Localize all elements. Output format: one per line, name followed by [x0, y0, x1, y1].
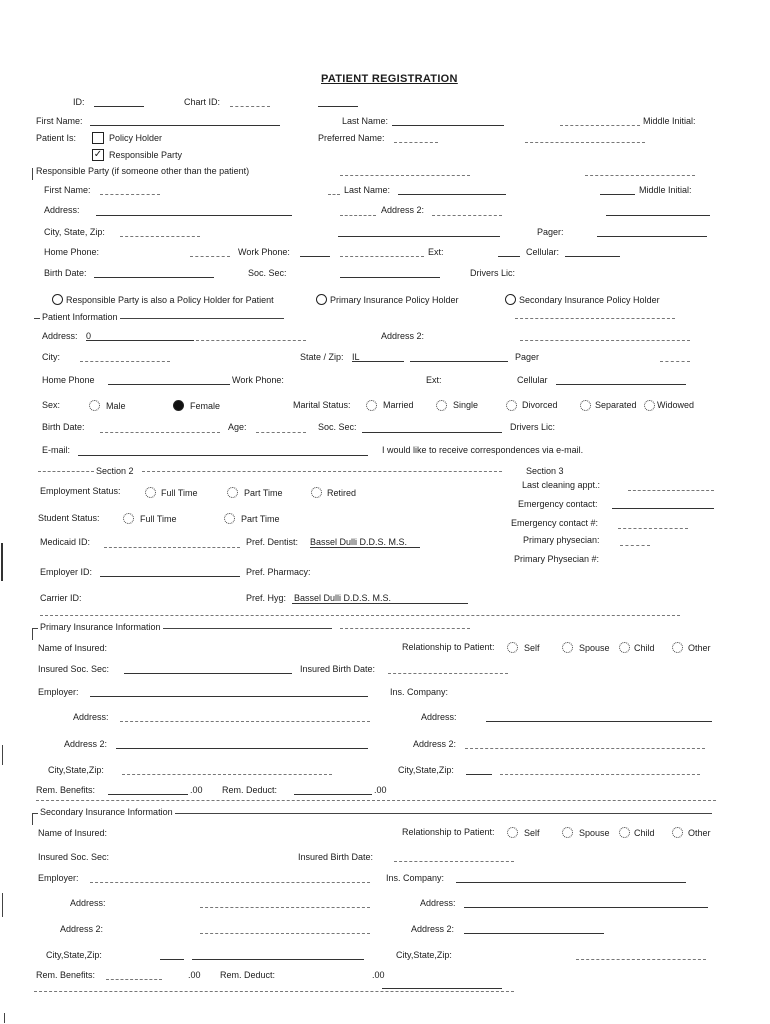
rp-ext-label: Ext:	[428, 247, 444, 257]
s-child-label: Child	[634, 828, 655, 838]
s-child-radio[interactable]	[619, 827, 630, 838]
s-ins-city-state-zip-field[interactable]	[576, 959, 706, 960]
preferred-name-label: Preferred Name:	[318, 133, 385, 143]
first-name-label: First Name:	[36, 116, 83, 126]
pi-email-label: E-mail:	[42, 445, 71, 455]
s-bottom-field[interactable]	[382, 988, 502, 989]
pi-city-label: City:	[42, 352, 60, 362]
opt-policy-holder-label: Responsible Party is also a Policy Holder for Patient	[66, 295, 274, 305]
last-cleaning-label: Last cleaning appt.:	[522, 480, 601, 490]
pi-sex-label: Sex:	[42, 400, 61, 410]
pref-dentist-field[interactable]	[310, 547, 420, 548]
opt-primary-label: Primary Insurance Policy Holder	[330, 295, 459, 305]
section3-header: Section 3	[526, 466, 564, 476]
policy-holder-label: Policy Holder	[109, 133, 163, 143]
responsible-header: Responsible Party (if someone other than the patient)	[36, 166, 250, 176]
rp-ext-field[interactable]	[498, 256, 520, 257]
rp-address2-label: Address 2:	[381, 205, 425, 215]
page-title: PATIENT REGISTRATION	[321, 73, 458, 85]
pi-state-zip-label: State / Zip:	[300, 352, 344, 362]
pi-address-field[interactable]	[86, 340, 194, 341]
preferred-name-field[interactable]	[394, 142, 438, 143]
p-rem-deduct-value[interactable]: .00	[374, 785, 387, 795]
s-self-label: Self	[524, 828, 540, 838]
primary-ins-rule-2	[340, 628, 470, 629]
marital-status-label: Marital Status:	[293, 400, 351, 410]
rp-city-state-zip-field-2[interactable]	[338, 236, 500, 237]
s-address2-label: Address 2:	[60, 924, 104, 934]
emp-retired-label: Retired	[327, 488, 357, 498]
s-employer-label: Employer:	[38, 873, 79, 883]
id-field[interactable]	[94, 106, 144, 107]
s-spouse-label: Spouse	[579, 828, 610, 838]
section2-header: Section 2	[96, 466, 134, 476]
chart-id-field[interactable]	[230, 106, 270, 107]
p-self-radio[interactable]	[507, 642, 518, 653]
s-address-field[interactable]	[200, 907, 370, 908]
rp-address-label: Address:	[44, 205, 80, 215]
widowed-radio[interactable]	[644, 400, 655, 411]
p-address-label: Address:	[73, 712, 109, 722]
p-child-label: Child	[634, 643, 655, 653]
p-address-field[interactable]	[120, 721, 370, 722]
p-child-radio[interactable]	[619, 642, 630, 653]
secondary-ins-header: Secondary Insurance Information	[40, 807, 173, 817]
pi-address2-label: Address 2:	[381, 331, 425, 341]
rp-work-phone-field-2[interactable]	[340, 256, 424, 257]
s-insured-birth-field[interactable]	[394, 861, 514, 862]
rp-first-name-field-2[interactable]	[328, 194, 340, 195]
p-ins-address2-label: Address 2:	[413, 739, 457, 749]
emergency-contact-no-field[interactable]	[618, 528, 688, 529]
pref-hyg-label: Pref. Hyg:	[246, 593, 287, 603]
p-ins-address2-field[interactable]	[465, 748, 705, 749]
emergency-contact-field[interactable]	[612, 508, 714, 509]
rp-drivers-lic-label: Drivers Lic:	[470, 268, 516, 278]
widowed-label: Widowed	[657, 400, 695, 410]
section2-rule	[142, 471, 502, 472]
pi-birth-date-field[interactable]	[100, 432, 220, 433]
s-rem-benefits-value[interactable]: .00	[188, 970, 201, 980]
emp-part-time-radio[interactable]	[227, 487, 238, 498]
stu-full-time-label: Full Time	[140, 514, 177, 524]
p-ins-address-label: Address:	[421, 712, 457, 722]
divorced-label: Divorced	[522, 400, 558, 410]
chart-id-field-2[interactable]	[318, 106, 358, 107]
p-rem-benefits-field[interactable]	[108, 794, 188, 795]
pi-email-field[interactable]	[78, 455, 368, 456]
single-radio[interactable]	[436, 400, 447, 411]
pref-dentist-label: Pref. Dentist:	[246, 537, 299, 547]
middle-initial-label: Middle Initial:	[643, 116, 696, 126]
emp-retired-radio[interactable]	[311, 487, 322, 498]
s-ins-city-state-zip-label: City,State,Zip:	[396, 950, 452, 960]
s-insured-birth-label: Insured Birth Date:	[298, 852, 374, 862]
pi-cellular-field[interactable]	[556, 384, 686, 385]
p-rem-deduct-field[interactable]	[294, 794, 372, 795]
primary-physician-no-label: Primary Physecian #:	[514, 554, 600, 564]
last-cleaning-field[interactable]	[628, 490, 714, 491]
s-rem-deduct-value[interactable]: .00	[372, 970, 385, 980]
patient-is-label: Patient Is:	[36, 133, 77, 143]
patient-info-rule-2	[515, 318, 675, 319]
medicaid-field[interactable]	[104, 547, 240, 548]
rp-last-name-label: Last Name:	[344, 185, 391, 195]
rp-birth-date-field[interactable]	[94, 277, 214, 278]
p-insured-birth-label: Insured Birth Date:	[300, 664, 376, 674]
p-other-label: Other	[688, 643, 711, 653]
first-name-field[interactable]	[90, 125, 280, 126]
pi-age-field[interactable]	[256, 432, 306, 433]
rp-soc-sec-field[interactable]	[340, 277, 440, 278]
pi-state-value[interactable]: IL	[352, 352, 360, 362]
s-ins-address-label: Address:	[420, 898, 456, 908]
male-radio[interactable]	[89, 400, 100, 411]
pi-address-value[interactable]: 0	[86, 331, 92, 341]
p-ins-company-label: Ins. Company:	[390, 687, 449, 697]
pi-city-field[interactable]	[80, 361, 170, 362]
p-ins-city-state-zip-field[interactable]	[466, 774, 492, 775]
pi-soc-sec-field[interactable]	[362, 432, 502, 433]
stu-part-time-label: Part Time	[241, 514, 280, 524]
opt-secondary-radio[interactable]	[505, 294, 516, 305]
check-icon: ✓	[93, 149, 103, 160]
rp-work-phone-label: Work Phone:	[238, 247, 290, 257]
pi-email-pref-label: I would like to receive correspondences via e-mail.	[382, 445, 584, 455]
separated-radio[interactable]	[580, 400, 591, 411]
pi-home-phone-label: Home Phone	[42, 375, 95, 385]
last-name-field-ext[interactable]	[560, 125, 640, 126]
s-other-label: Other	[688, 828, 711, 838]
carrier-id-label: Carrier ID:	[40, 593, 82, 603]
p-employer-label: Employer:	[38, 687, 79, 697]
s-ins-address-field[interactable]	[464, 907, 708, 908]
rp-middle-initial-label: Middle Initial:	[639, 185, 692, 195]
policy-holder-checkbox[interactable]	[92, 132, 104, 144]
rp-last-name-field-ext[interactable]	[600, 194, 635, 195]
single-label: Single	[453, 400, 479, 410]
s-city-state-zip-label: City,State,Zip:	[46, 950, 102, 960]
pi-cellular-label: Cellular	[517, 375, 548, 385]
rp-pager-label: Pager:	[537, 227, 564, 237]
pi-address-label: Address:	[42, 331, 78, 341]
p-self-label: Self	[524, 643, 540, 653]
s-city-state-zip-field[interactable]	[160, 959, 184, 960]
responsible-header-line-2	[585, 175, 695, 176]
pi-ext-label: Ext:	[426, 375, 442, 385]
opt-primary-radio[interactable]	[316, 294, 327, 305]
pi-birth-date-label: Birth Date:	[42, 422, 85, 432]
p-ins-address-field[interactable]	[486, 721, 712, 722]
rp-last-name-field[interactable]	[398, 194, 506, 195]
rp-birth-date-label: Birth Date:	[44, 268, 87, 278]
preferred-name-field-ext[interactable]	[525, 142, 645, 143]
stu-full-time-radio[interactable]	[123, 513, 134, 524]
rp-city-state-zip-field[interactable]	[120, 236, 200, 237]
p-employer-field[interactable]	[90, 696, 368, 697]
p-other-radio[interactable]	[672, 642, 683, 653]
s-spouse-radio[interactable]	[562, 827, 573, 838]
pi-drivers-lic-label: Drivers Lic:	[510, 422, 556, 432]
emp-part-time-label: Part Time	[244, 488, 283, 498]
section2-rule-left	[38, 471, 94, 472]
employer-id-field[interactable]	[100, 576, 240, 577]
rp-home-phone-label: Home Phone:	[44, 247, 100, 257]
rp-pager-field[interactable]	[597, 236, 707, 237]
s-ins-company-label: Ins. Company:	[386, 873, 445, 883]
p-rem-benefits-label: Rem. Benefits:	[36, 785, 96, 795]
s-name-insured-label: Name of Insured:	[38, 828, 108, 838]
pi-pager-label: Pager	[515, 352, 540, 362]
s-ins-company-field[interactable]	[456, 882, 686, 883]
pref-hyg-field[interactable]	[292, 603, 468, 604]
rp-work-phone-field[interactable]	[300, 256, 330, 257]
pref-hyg-value[interactable]: Bassel Dulli D.D.S. M.S.	[294, 593, 392, 603]
chart-id-label: Chart ID:	[184, 97, 221, 107]
primary-physician-label: Primary physecian:	[523, 535, 600, 545]
pi-soc-sec-label: Soc. Sec:	[318, 422, 357, 432]
p-rem-benefits-value[interactable]: .00	[190, 785, 203, 795]
pi-state-field[interactable]	[352, 361, 404, 362]
rp-cellular-field[interactable]	[565, 256, 620, 257]
female-radio[interactable]	[173, 400, 184, 411]
s-ins-address2-label: Address 2:	[411, 924, 455, 934]
medicaid-label: Medicaid ID:	[40, 537, 91, 547]
pref-pharmacy-label: Pref. Pharmacy:	[246, 567, 311, 577]
responsible-header-line	[340, 175, 470, 176]
rp-address-field-2[interactable]	[340, 215, 376, 216]
s-relationship-label: Relationship to Patient:	[402, 827, 495, 837]
s-city-state-zip-field-2[interactable]	[192, 959, 364, 960]
pi-zip-field[interactable]	[410, 361, 508, 362]
rp-address-field[interactable]	[96, 215, 292, 216]
married-label: Married	[383, 400, 414, 410]
emp-full-time-label: Full Time	[161, 488, 198, 498]
pi-address2-field[interactable]	[520, 340, 690, 341]
s-rem-deduct-label: Rem. Deduct:	[220, 970, 276, 980]
pi-pager-field[interactable]	[660, 361, 690, 362]
rp-city-state-zip-label: City, State, Zip:	[44, 227, 105, 237]
s-ins-address2-field[interactable]	[464, 933, 604, 934]
rp-home-phone-field[interactable]	[190, 256, 230, 257]
pi-work-phone-label: Work Phone:	[232, 375, 284, 385]
p-spouse-label: Spouse	[579, 643, 610, 653]
pi-address-field-2[interactable]	[196, 340, 306, 341]
s-insured-soc-label: Insured Soc. Sec:	[38, 852, 110, 862]
p-insured-soc-label: Insured Soc. Sec:	[38, 664, 110, 674]
rp-address2-field[interactable]	[432, 215, 502, 216]
rp-address2-field-ext[interactable]	[606, 215, 710, 216]
p-city-state-zip-label: City,State,Zip:	[48, 765, 104, 775]
s-self-radio[interactable]	[507, 827, 518, 838]
pi-age-label: Age:	[228, 422, 247, 432]
p-city-state-zip-field[interactable]	[122, 774, 332, 775]
p-ins-city-state-zip-label: City,State,Zip:	[398, 765, 454, 775]
employer-id-label: Employer ID:	[40, 567, 93, 577]
emergency-contact-label: Emergency contact:	[518, 499, 598, 509]
employment-label: Employment Status:	[40, 486, 121, 496]
p-address2-field[interactable]	[116, 748, 368, 749]
last-name-label: Last Name:	[342, 116, 389, 126]
last-name-field[interactable]	[392, 125, 504, 126]
responsible-party-label: Responsible Party	[109, 150, 183, 160]
p-insured-soc-field[interactable]	[124, 673, 292, 674]
s-address2-field[interactable]	[200, 933, 370, 934]
p-rem-deduct-label: Rem. Deduct:	[222, 785, 278, 795]
female-label: Female	[190, 401, 221, 411]
p-name-insured-label: Name of Insured:	[38, 643, 108, 653]
primary-ins-bottom-rule	[36, 800, 716, 801]
separated-label: Separated	[595, 400, 637, 410]
opt-secondary-label: Secondary Insurance Policy Holder	[519, 295, 660, 305]
rp-soc-sec-label: Soc. Sec:	[248, 268, 287, 278]
primary-ins-header: Primary Insurance Information	[40, 622, 161, 632]
id-label: ID:	[73, 97, 85, 107]
opt-policy-holder-radio[interactable]	[52, 294, 63, 305]
rp-first-name-label: First Name:	[44, 185, 91, 195]
primary-physician-field[interactable]	[620, 545, 650, 546]
rp-first-name-field[interactable]	[100, 194, 160, 195]
emergency-contact-no-label: Emergency contact #:	[511, 518, 599, 528]
p-insured-birth-field[interactable]	[388, 673, 508, 674]
stu-part-time-radio[interactable]	[224, 513, 235, 524]
divorced-radio[interactable]	[506, 400, 517, 411]
s-rem-benefits-field[interactable]	[106, 979, 162, 980]
p-relationship-label: Relationship to Patient:	[402, 642, 495, 652]
p-address2-label: Address 2:	[64, 739, 108, 749]
student-label: Student Status:	[38, 513, 100, 523]
s-address-label: Address:	[70, 898, 106, 908]
s-other-radio[interactable]	[672, 827, 683, 838]
pi-home-phone-field[interactable]	[108, 384, 230, 385]
patient-info-header: Patient Information	[42, 312, 118, 322]
emp-full-time-radio[interactable]	[145, 487, 156, 498]
married-radio[interactable]	[366, 400, 377, 411]
p-ins-city-state-zip-field-2[interactable]	[500, 774, 700, 775]
rp-cellular-label: Cellular:	[526, 247, 560, 257]
s-rem-benefits-label: Rem. Benefits:	[36, 970, 96, 980]
section2-bottom-rule	[40, 615, 680, 616]
pref-dentist-value[interactable]: Bassel Dulli D.D.S. M.S.	[310, 537, 408, 547]
male-label: Male	[106, 401, 126, 411]
responsible-party-checkbox[interactable]	[92, 149, 104, 161]
s-employer-field[interactable]	[90, 882, 370, 883]
secondary-ins-bottom-rule	[34, 991, 514, 992]
p-spouse-radio[interactable]	[562, 642, 573, 653]
